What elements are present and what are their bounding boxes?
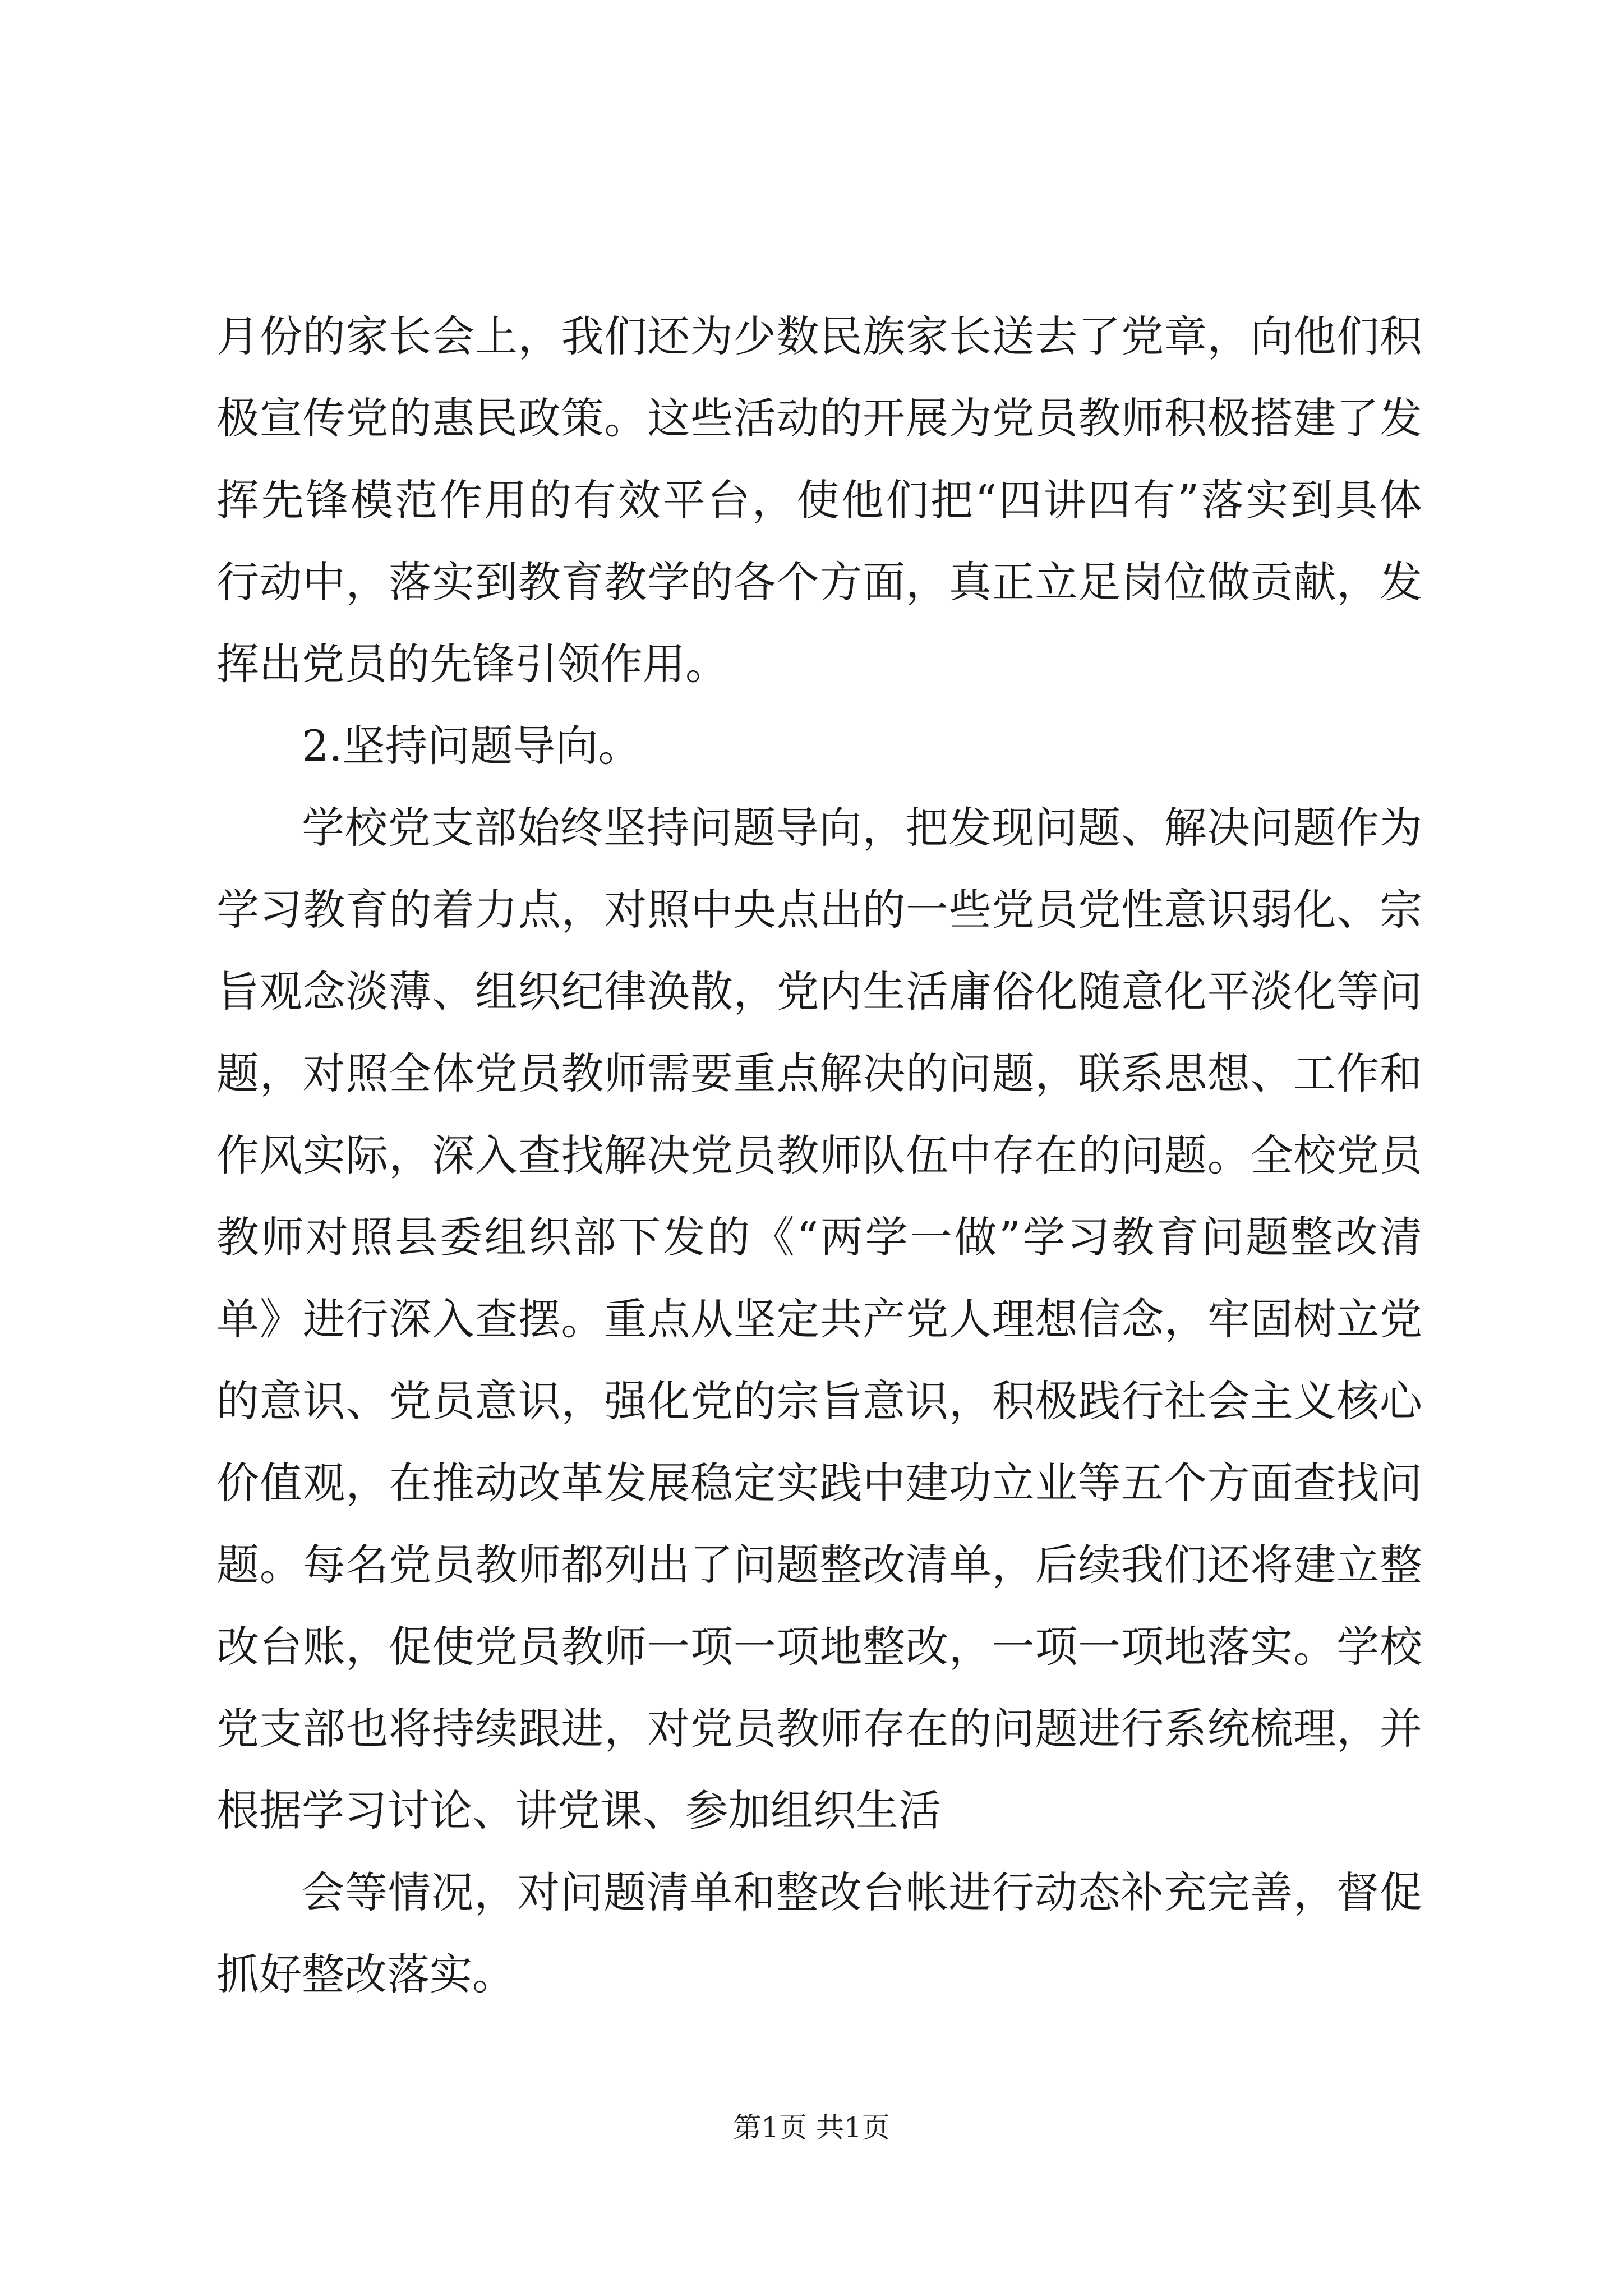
- paragraph-line: 学习教育的着力点，对照中央点出的一些党员党性意识弱化、宗: [216, 885, 1422, 935]
- paragraph-line: 抓好整改落实。: [216, 1949, 515, 1999]
- paragraph-line: 月份的家长会上，我们还为少数民族家长送去了党章，向他们积: [216, 311, 1422, 361]
- section-heading-text: 2.坚持问题导向。: [302, 721, 641, 771]
- paragraph-line: 的意识、党员意识，强化党的宗旨意识，积极践行社会主义核心: [216, 1376, 1422, 1426]
- document-body: [216, 296, 1422, 2016]
- paragraph-line: 作风实际，深入查找解决党员教师队伍中存在的问题。全校党员: [216, 1130, 1422, 1180]
- paragraph-continuation: [216, 296, 1422, 705]
- paragraph-line: 行动中，落实到教育教学的各个方面，真正立足岗位做贡献，发: [216, 557, 1422, 607]
- paragraph: [216, 787, 1422, 1852]
- page-number-footer: 第1页 共1页: [733, 2111, 890, 2144]
- paragraph-line: 教师对照县委组织部下发的《“两学一做”学习教育问题整改清: [216, 1212, 1422, 1262]
- paragraph-line: 党支部也将持续跟进，对党员教师存在的问题进行系统梳理，并: [216, 1704, 1422, 1754]
- paragraph-line: 挥出党员的先锋引领作用。: [216, 639, 728, 689]
- paragraph-line: 题。每名党员教师都列出了问题整改清单，后续我们还将建立整: [216, 1540, 1422, 1590]
- paragraph-line: 学校党支部始终坚持问题导向，把发现问题、解决问题作为: [302, 803, 1422, 853]
- paragraph-line: 单》进行深入查摆。重点从坚定共产党人理想信念，牢固树立党: [216, 1294, 1422, 1344]
- paragraph-line: 会等情况，对问题清单和整改台帐进行动态补充完善，督促: [302, 1867, 1422, 1917]
- paragraph-line: 根据学习讨论、讲党课、参加组织生活: [216, 1786, 941, 1835]
- section-heading: [216, 705, 1422, 787]
- paragraph-line: 价值观，在推动改革发展稳定实践中建功立业等五个方面查找问: [216, 1458, 1422, 1508]
- paragraph-line: 挥先锋模范作用的有效平台，使他们把“四讲四有”落实到具体: [216, 475, 1422, 525]
- paragraph-line: 极宣传党的惠民政策。这些活动的开展为党员教师积极搭建了发: [216, 393, 1422, 443]
- paragraph-line: 题，对照全体党员教师需要重点解决的问题，联系思想、工作和: [216, 1048, 1422, 1098]
- paragraph-line: 改台账，促使党员教师一项一项地整改，一项一项地落实。学校: [216, 1622, 1422, 1672]
- paragraph: [216, 1852, 1422, 2016]
- paragraph-line: 旨观念淡薄、组织纪律涣散，党内生活庸俗化随意化平淡化等问: [216, 967, 1422, 1016]
